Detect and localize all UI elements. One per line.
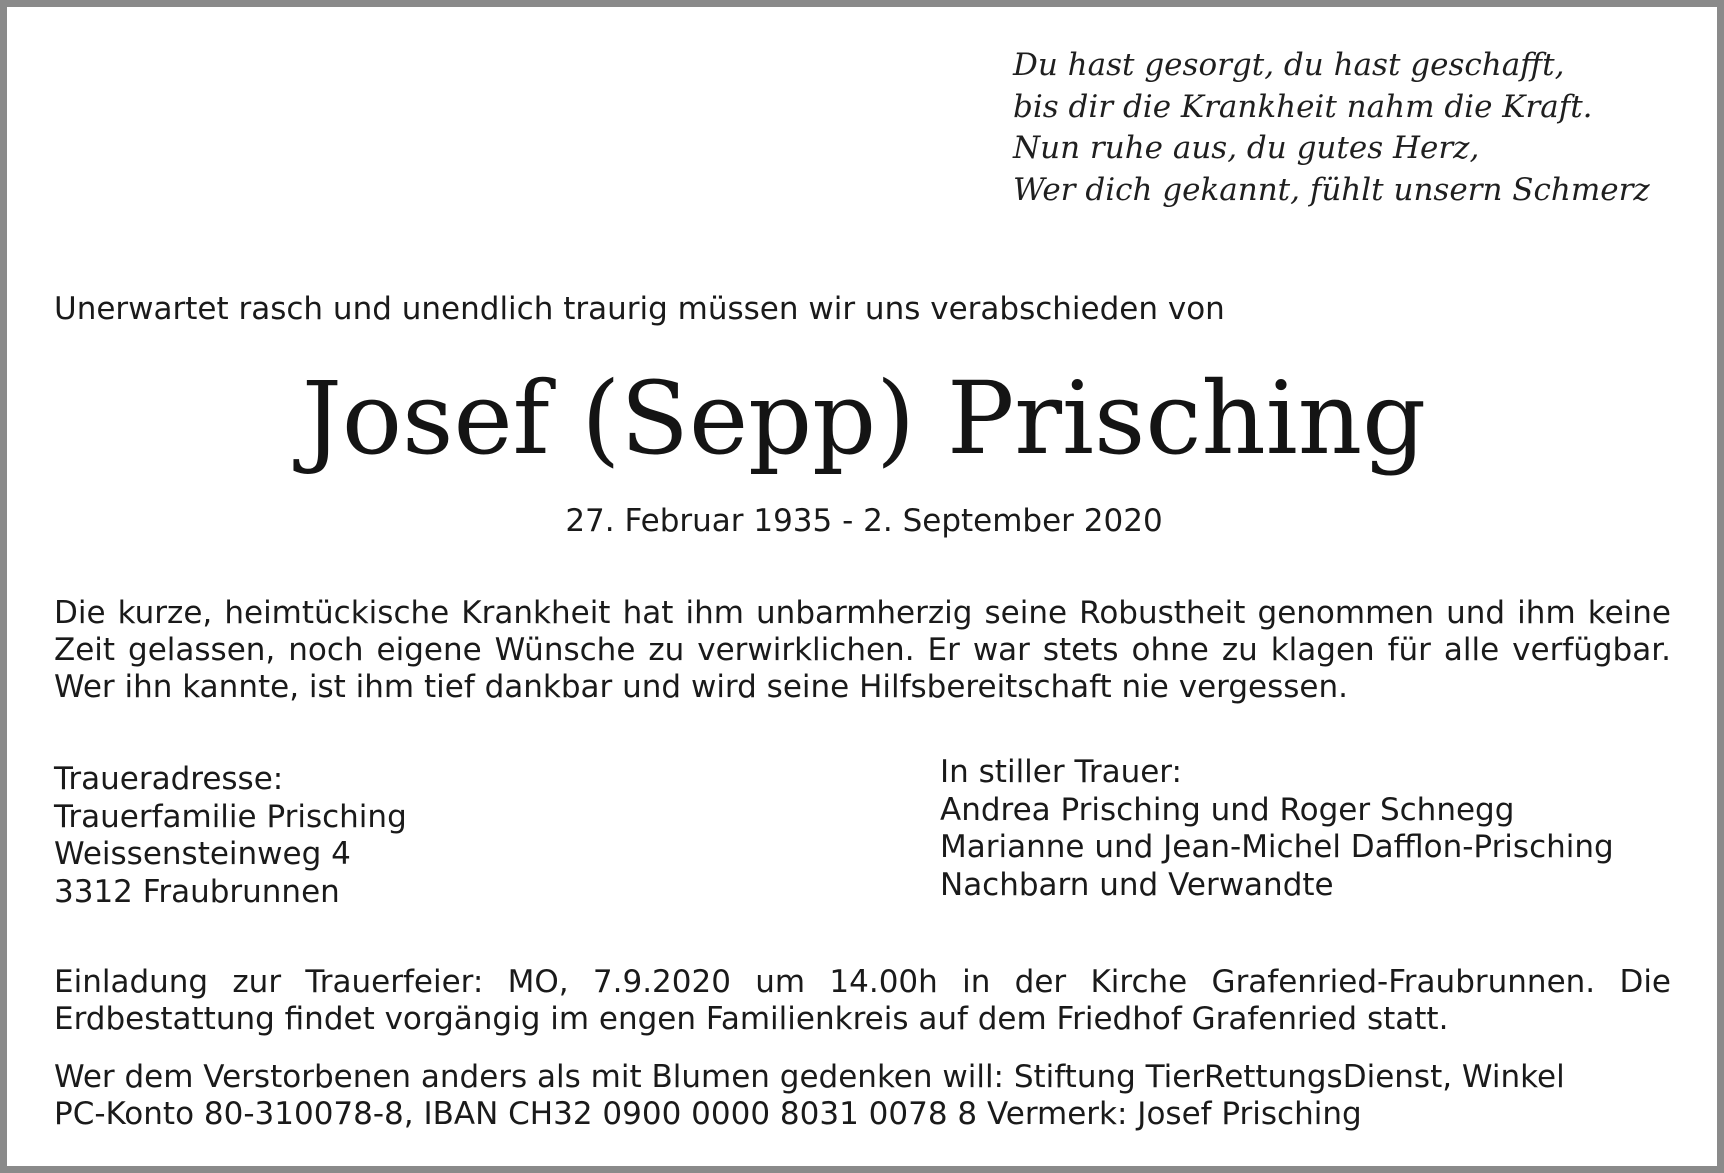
poem-line: Wer dich gekannt, fühlt unsern Schmerz [1013,171,1650,208]
poem-line: bis dir die Krankheit nahm die Kraft. [1013,88,1593,125]
mourner-entry: Andrea Prisching und Roger Schnegg [940,791,1515,828]
mourning-address [54,761,754,911]
address-line: 3312 Fraubrunnen [54,873,340,910]
address-line: Weissensteinweg 4 [54,836,351,872]
mourners-heading: In stiller Trauer: [940,754,1182,790]
mourner-entry: Nachbarn und Verwandte [940,866,1334,903]
life-dates: 27. Februar 1935 - 2. September 2020 [565,503,1163,539]
intro-text: Unerwartet rasch und unendlich traurig müssen wir uns verabschieden von [54,291,1225,327]
poem-line: Nun ruhe aus, du gutes Herz, [1013,130,1480,166]
biography-paragraph: Die kurze, heimtückische Krankheit hat ihm unbarmherzig seine Robustheit genommen und ihm keine Zeit gelassen, noch eigene Wünsche zu verwirklichen. Er war stets ohne zu klagen für alle verfügbar. Wer ihn kannte, ist ihm tief dankbar und wird seine Hilfsbereitschaft nie vergessen. [54,595,1671,705]
memorial-poem [1013,45,1713,211]
ceremony-invitation: Einladung zur Trauerfeier: MO, 7.9.2020 um 14.00h in der Kirche Grafenried-Fraubrunnen. Die Erdbestattung findet vorgängig im engen Familienkreis auf dem Friedhof Grafenried statt. [54,964,1671,1037]
address-heading: Traueradresse: [54,761,284,797]
mourner-entry: Marianne und Jean-Michel Dafflon-Prisching [940,829,1614,865]
mourners-list [940,754,1680,904]
donation-line: Wer dem Verstorbenen anders als mit Blumen gedenken will: Stiftung TierRettungsDienst, Winkel [54,1059,1565,1095]
poem-line: Du hast gesorgt, du hast geschafft, [1013,47,1565,83]
deceased-name: Josef (Sepp) Prisching [301,360,1427,477]
donation-info [54,1059,1671,1133]
donation-line: PC-Konto 80-310078-8, IBAN CH32 0900 0000 8031 0078 8 Vermerk: Josef Prisching [54,1096,1362,1132]
address-line: Trauerfamilie Prisching [54,798,407,835]
